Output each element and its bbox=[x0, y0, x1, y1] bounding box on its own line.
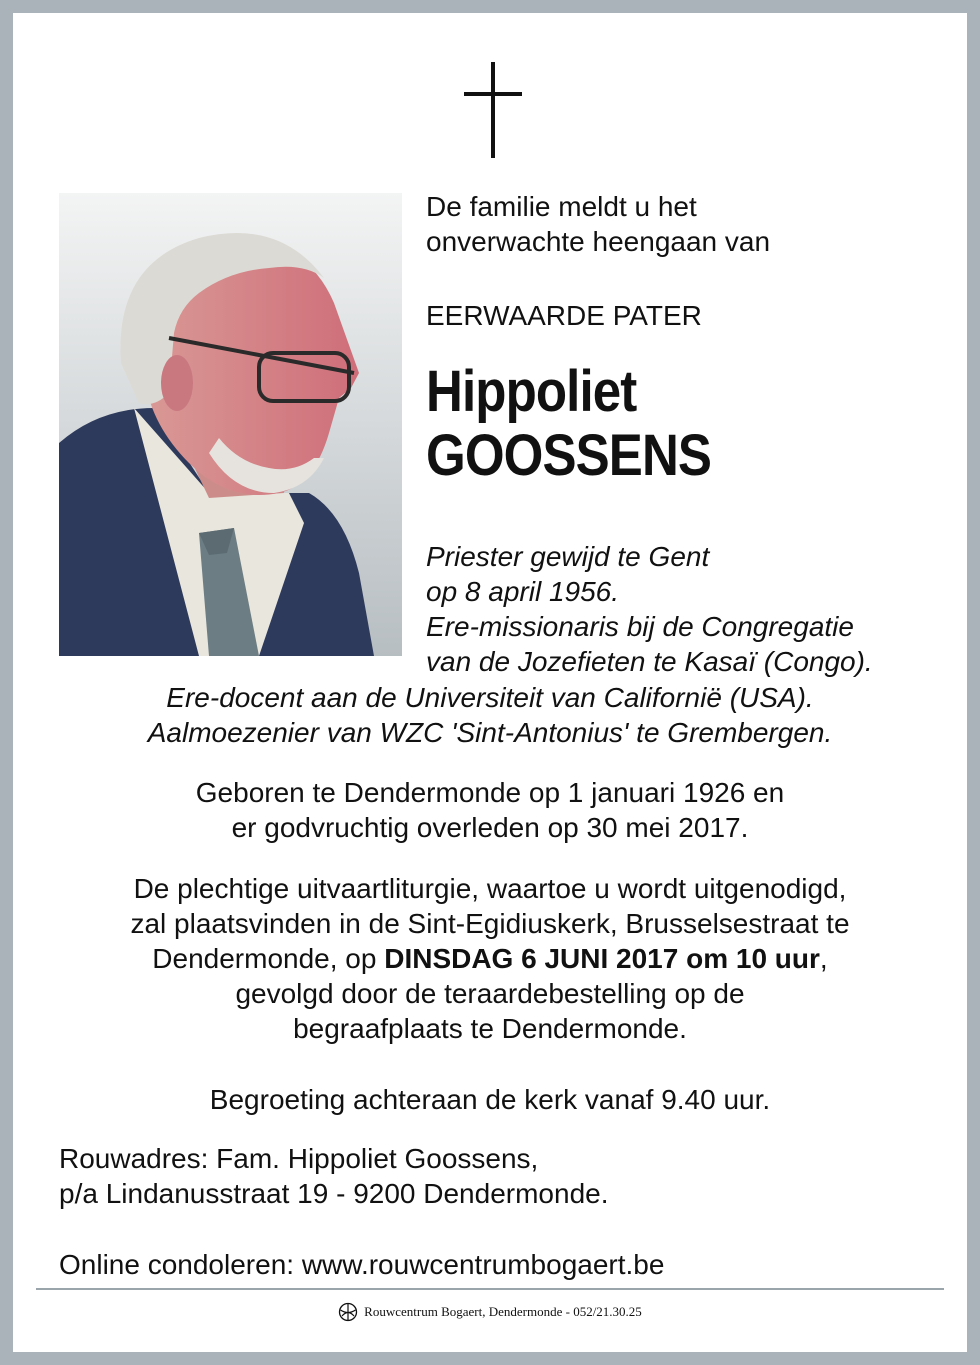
funeral-date: DINSDAG 6 JUNI 2017 om 10 uur bbox=[384, 943, 820, 974]
address-line: Rouwadres: Fam. Hippoliet Goossens, bbox=[59, 1143, 539, 1174]
bio-line: Aalmoezenier van WZC 'Sint-Antonius' te Grembergen. bbox=[147, 717, 833, 748]
birth-death-text bbox=[0, 775, 980, 845]
bio-line: Ere-missionaris bij de Congregatie bbox=[426, 611, 854, 642]
funeral-line bbox=[0, 941, 980, 976]
bio-line: Priester gewijd te Gent bbox=[426, 541, 710, 572]
intro-line: onverwachte heengaan van bbox=[426, 226, 771, 257]
biography bbox=[426, 539, 873, 679]
online-condolence: Online condoleren: www.rouwcentrumbogaert.be bbox=[59, 1249, 665, 1280]
address-line: p/a Lindanusstraat 19 - 9200 Dendermonde. bbox=[59, 1178, 609, 1209]
funeral-line: gevolgd door de teraardebestelling op de bbox=[235, 978, 745, 1009]
funeral-line: begraafplaats te Dendermonde. bbox=[293, 1013, 687, 1044]
intro-line: De familie meldt u het bbox=[426, 191, 697, 222]
intro-text bbox=[426, 189, 770, 259]
biography-centered bbox=[0, 680, 980, 750]
bio-line: op 8 april 1956. bbox=[426, 576, 620, 607]
funeral-line-text: , bbox=[819, 943, 828, 974]
born-line: er godvruchtig overleden op 30 mei 2017. bbox=[231, 812, 749, 843]
funeral-line: zal plaatsvinden in de Sint-Egidiuskerk, Brusselsestraat te bbox=[130, 908, 850, 939]
mourning-address bbox=[59, 1141, 609, 1211]
footer bbox=[0, 1299, 980, 1324]
born-line: Geboren te Dendermonde op 1 januari 1926 en bbox=[195, 777, 785, 808]
last-name: GOOSSENS bbox=[426, 423, 712, 488]
funeral-details bbox=[0, 871, 980, 1046]
bio-line: van de Jozefieten te Kasaï (Congo). bbox=[426, 646, 873, 677]
footer-divider bbox=[36, 1288, 944, 1290]
funeral-line: De plechtige uitvaartliturgie, waartoe u wordt uitgenodigd, bbox=[133, 873, 847, 904]
honorific-title: EERWAARDE PATER bbox=[426, 300, 702, 331]
funeral-home-logo-icon bbox=[338, 1302, 358, 1322]
cross-icon bbox=[464, 62, 522, 158]
greeting-text: Begroeting achteraan de kerk vanaf 9.40 uur. bbox=[209, 1084, 771, 1115]
footer-text: Rouwcentrum Bogaert, Dendermonde - 052/21.30.25 bbox=[364, 1304, 642, 1320]
first-name: Hippoliet bbox=[426, 359, 637, 424]
portrait-photo bbox=[59, 193, 402, 656]
bio-line: Ere-docent aan de Universiteit van Californië (USA). bbox=[166, 682, 814, 713]
funeral-line-text: Dendermonde, op bbox=[152, 943, 385, 974]
